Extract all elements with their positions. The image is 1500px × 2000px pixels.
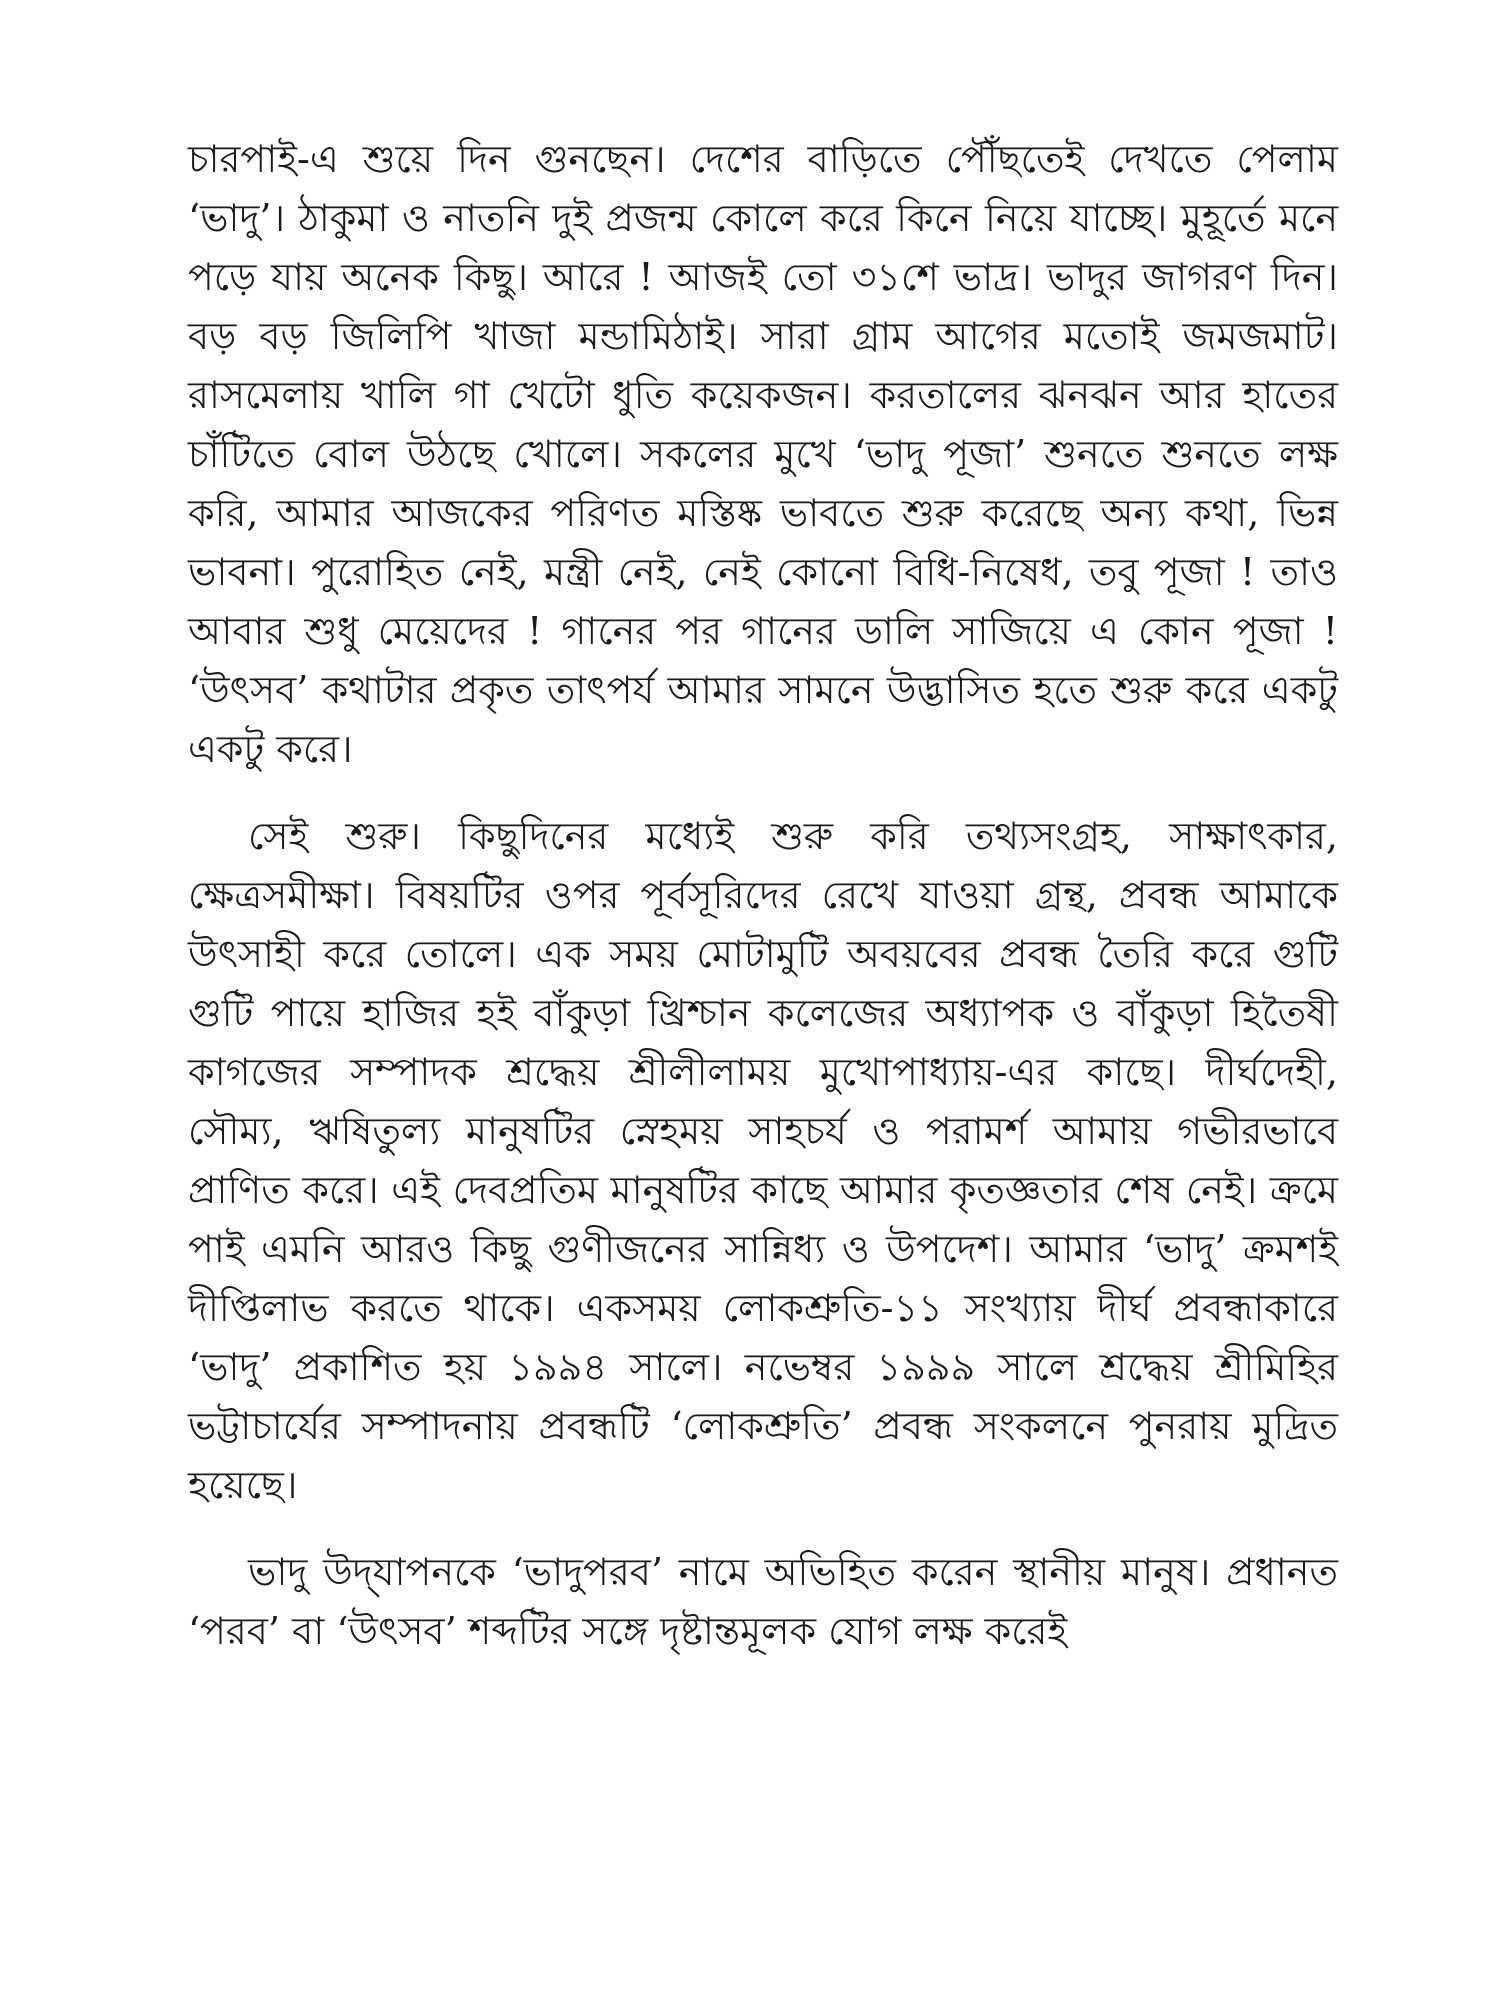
- paragraph: চারপাই-এ শুয়ে দিন গুনছেন। দেশের বাড়িতে পৌঁছতেই দেখতে পেলাম ‘ভাদু’। ঠাকুমা ও নাতনি দুই প্রজন্ম কোলে করে কিনে নিয়ে যাচ্ছে। মুহূর্তে মনে পড়ে যায় অনেক কিছু। আরে ! আজই তো ৩১শে ভাদ্র। ভাদুর জাগরণ দিন। বড় বড় জিলিপি খাজা মন্ডামিঠাই। সারা গ্রাম আগের মতোই জমজমাট। রাসমেলায় খালি গা খেটো ধুতি কয়েকজন। করতালের ঝনঝন আর হাতের চাঁটিতে বোল উঠছে খোলে। সকলের মুখে ‘ভাদু পূজা’ শুনতে শুনতে লক্ষ করি, আমার আজকের পরিণত মস্তিষ্ক ভাবতে শুরু করেছে অন্য কথা, ভিন্ন ভাবনা। পুরোহিত নেই, মন্ত্রী নেই, নেই কোনো বিধি-নিষেধ, তবু পূজা ! তাও আবার শুধু মেয়েদের ! গানের পর গানের ডালি সাজিয়ে এ কোন পূজা ! ‘উৎসব’ কথাটার প্রকৃত তাৎপর্য আমার সামনে উদ্ভাসিত হতে শুরু করে একটু একটু করে।: [188, 137, 1338, 771]
- body-text: [188, 130, 1338, 1661]
- paragraph: ভাদু উদ্‌যাপনকে ‘ভাদুপরব’ নামে অভিহিত করেন স্থানীয় মানুষ। প্রধানত ‘পরব’ বা ‘উৎসব’ শব্দটির সঙ্গে দৃষ্টান্তমূলক যোগ লক্ষ করেই: [188, 1550, 1338, 1653]
- paragraph: সেই শুরু। কিছুদিনের মধ্যেই শুরু করি তথ্যসংগ্রহ, সাক্ষাৎকার, ক্ষেত্রসমীক্ষা। বিষয়টির ওপর পূর্বসূরিদের রেখে যাওয়া গ্রন্থ, প্রবন্ধ আমাকে উৎসাহী করে তোলে। এক সময় মোটামুটি অবয়বের প্রবন্ধ তৈরি করে গুটি গুটি পায়ে হাজির হই বাঁকুড়া খ্রিশ্চান কলেজের অধ্যাপক ও বাঁকুড়া হিতৈষী কাগজের সম্পাদক শ্রদ্ধেয় শ্রীলীলাময় মুখোপাধ্যায়-এর কাছে। দীর্ঘদেহী, সৌম্য, ঋষিতুল্য মানুষটির স্নেহময় সাহচর্য ও পরামর্শ আমায় গভীরভাবে প্রাণিত করে। এই দেবপ্রতিম মানুষটির কাছে আমার কৃতজ্ঞতার শেষ নেই। ক্রমে পাই এমনি আরও কিছু গুণীজনের সান্নিধ্য ও উপদেশ। আমার ‘ভাদু’ ক্রমশই দীপ্তিলাভ করতে থাকে। একসময় লোকশ্রুতি-১১ সংখ্যায় দীর্ঘ প্রবন্ধাকারে ‘ভাদু’ প্রকাশিত হয় ১৯৯৪ সালে। নভেম্বর ১৯৯৯ সালে শ্রদ্ধেয় শ্রীমিহির ভট্টাচার্যের সম্পাদনায় প্রবন্ধটি ‘লোকশ্রুতি’ প্রবন্ধ সংকলনে পুনরায় মুদ্রিত হয়েছে।: [188, 814, 1338, 1507]
